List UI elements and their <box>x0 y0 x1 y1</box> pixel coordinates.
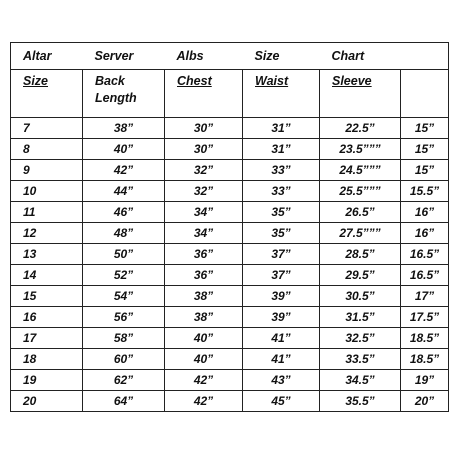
table-row <box>11 244 449 265</box>
table-row <box>11 118 449 139</box>
table-row <box>11 349 449 370</box>
size-cell: 15 <box>11 286 83 307</box>
waist-cell: 37” <box>243 265 320 286</box>
table-row <box>11 391 449 412</box>
table-row <box>11 139 449 160</box>
table-row <box>11 307 449 328</box>
title-word: Server <box>83 43 165 70</box>
back-length-cell: 60” <box>83 349 165 370</box>
back-length-cell: 58” <box>83 328 165 349</box>
size-cell: 17 <box>11 328 83 349</box>
sleeve-cell: 22.5” <box>320 118 401 139</box>
chest-cell: 30” <box>165 139 243 160</box>
column-header-back-length-text: Back Length <box>95 74 137 105</box>
extra-cell: 16.5” <box>401 244 449 265</box>
waist-cell: 31” <box>243 139 320 160</box>
back-length-cell: 62” <box>83 370 165 391</box>
table-row <box>11 160 449 181</box>
title-row <box>11 43 449 70</box>
waist-cell: 45” <box>243 391 320 412</box>
extra-cell: 18.5” <box>401 349 449 370</box>
sleeve-cell: 31.5” <box>320 307 401 328</box>
sleeve-cell: 28.5” <box>320 244 401 265</box>
column-header-sleeve: Sleeve <box>320 70 401 118</box>
size-cell: 16 <box>11 307 83 328</box>
title-word: Albs <box>165 43 243 70</box>
chest-cell: 42” <box>165 391 243 412</box>
sleeve-cell: 33.5” <box>320 349 401 370</box>
back-length-cell: 40” <box>83 139 165 160</box>
size-cell: 7 <box>11 118 83 139</box>
waist-cell: 33” <box>243 160 320 181</box>
chest-cell: 38” <box>165 307 243 328</box>
waist-cell: 39” <box>243 286 320 307</box>
size-cell: 9 <box>11 160 83 181</box>
size-cell: 11 <box>11 202 83 223</box>
sleeve-cell: 24.5””” <box>320 160 401 181</box>
extra-cell: 17.5” <box>401 307 449 328</box>
column-header-back-length <box>83 70 165 118</box>
title-word: Chart <box>320 43 401 70</box>
chest-cell: 40” <box>165 349 243 370</box>
sleeve-cell: 27.5””” <box>320 223 401 244</box>
back-length-cell: 50” <box>83 244 165 265</box>
chest-cell: 40” <box>165 328 243 349</box>
size-chart-body <box>11 43 449 412</box>
waist-cell: 35” <box>243 223 320 244</box>
extra-cell: 19” <box>401 370 449 391</box>
waist-cell: 35” <box>243 202 320 223</box>
size-cell: 8 <box>11 139 83 160</box>
back-length-cell: 56” <box>83 307 165 328</box>
back-length-cell: 42” <box>83 160 165 181</box>
chest-cell: 34” <box>165 223 243 244</box>
back-length-cell: 38” <box>83 118 165 139</box>
extra-cell: 15” <box>401 118 449 139</box>
sleeve-cell: 29.5” <box>320 265 401 286</box>
extra-cell: 18.5” <box>401 328 449 349</box>
extra-cell: 16” <box>401 202 449 223</box>
sleeve-cell: 35.5” <box>320 391 401 412</box>
back-length-cell: 46” <box>83 202 165 223</box>
extra-cell: 16” <box>401 223 449 244</box>
chest-cell: 30” <box>165 118 243 139</box>
size-cell: 10 <box>11 181 83 202</box>
sleeve-cell: 25.5””” <box>320 181 401 202</box>
size-cell: 18 <box>11 349 83 370</box>
back-length-cell: 64” <box>83 391 165 412</box>
extra-cell: 15” <box>401 139 449 160</box>
size-cell: 14 <box>11 265 83 286</box>
waist-cell: 37” <box>243 244 320 265</box>
sleeve-cell: 30.5” <box>320 286 401 307</box>
extra-cell: 15.5” <box>401 181 449 202</box>
back-length-cell: 52” <box>83 265 165 286</box>
waist-cell: 39” <box>243 307 320 328</box>
column-header-size: Size <box>11 70 83 118</box>
waist-cell: 41” <box>243 328 320 349</box>
waist-cell: 31” <box>243 118 320 139</box>
size-chart-table <box>10 42 449 412</box>
extra-cell: 16.5” <box>401 265 449 286</box>
title-word <box>401 43 449 70</box>
title-word: Size <box>243 43 320 70</box>
sleeve-cell: 26.5” <box>320 202 401 223</box>
waist-cell: 33” <box>243 181 320 202</box>
table-row <box>11 265 449 286</box>
table-row <box>11 328 449 349</box>
table-row <box>11 181 449 202</box>
sleeve-cell: 23.5””” <box>320 139 401 160</box>
chest-cell: 36” <box>165 244 243 265</box>
waist-cell: 43” <box>243 370 320 391</box>
chest-cell: 36” <box>165 265 243 286</box>
chest-cell: 42” <box>165 370 243 391</box>
size-cell: 19 <box>11 370 83 391</box>
table-row <box>11 370 449 391</box>
table-row <box>11 286 449 307</box>
header-row <box>11 70 449 118</box>
waist-cell: 41” <box>243 349 320 370</box>
title-word: Altar <box>11 43 83 70</box>
extra-cell: 20” <box>401 391 449 412</box>
sleeve-cell: 34.5” <box>320 370 401 391</box>
back-length-cell: 44” <box>83 181 165 202</box>
extra-cell: 17” <box>401 286 449 307</box>
extra-cell: 15” <box>401 160 449 181</box>
table-row <box>11 223 449 244</box>
chest-cell: 38” <box>165 286 243 307</box>
column-header-waist: Waist <box>243 70 320 118</box>
size-chart-sheet <box>10 42 449 412</box>
back-length-cell: 54” <box>83 286 165 307</box>
size-cell: 12 <box>11 223 83 244</box>
back-length-cell: 48” <box>83 223 165 244</box>
size-cell: 13 <box>11 244 83 265</box>
size-cell: 20 <box>11 391 83 412</box>
column-header-chest: Chest <box>165 70 243 118</box>
sleeve-cell: 32.5” <box>320 328 401 349</box>
chest-cell: 32” <box>165 160 243 181</box>
column-header-blank <box>401 70 449 118</box>
chest-cell: 32” <box>165 181 243 202</box>
chest-cell: 34” <box>165 202 243 223</box>
table-row <box>11 202 449 223</box>
